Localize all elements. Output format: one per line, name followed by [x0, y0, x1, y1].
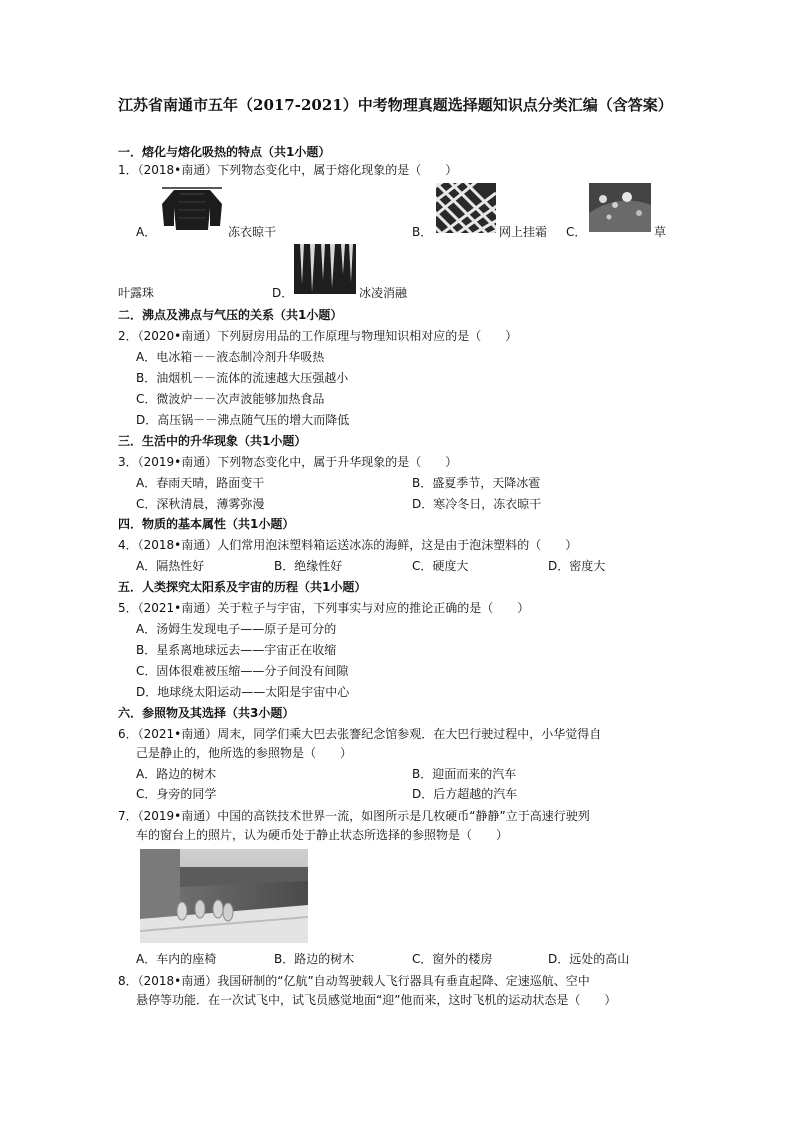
section-heading-4: 四．物质的基本属性（共1小题） — [118, 517, 295, 531]
page-title: 江苏省南通市五年（2017-2021）中考物理真题选择题知识点分类汇编（含答案） — [118, 96, 673, 114]
q6-option-c: C．身旁的同学 — [136, 787, 217, 801]
q6-option-a: A．路边的树木 — [136, 767, 217, 781]
q1-option-a-text: 冻衣晾干 — [228, 225, 277, 239]
q1-option-b-text: 网上挂霜 — [499, 225, 548, 239]
q6-option-d: D．后方超越的汽车 — [412, 787, 518, 801]
question-3: 3．（2019•南通）下列物态变化中，属于升华现象的是（ ） — [118, 455, 458, 469]
q4-option-b: B．绝缘性好 — [274, 559, 343, 573]
q1-dew-leaf-image — [589, 183, 651, 232]
q4-option-d: D．密度大 — [548, 559, 606, 573]
q6-option-b: B．迎面而来的汽车 — [412, 767, 517, 781]
q3-option-a: A．春雨天晴，路面变干 — [136, 476, 265, 490]
question-4: 4．（2018•南通）人们常用泡沫塑料箱运送冰冻的海鲜，这是由于泡沫塑料的（ ） — [118, 538, 578, 552]
q1-frost-net-image — [436, 183, 496, 233]
q3-option-d: D．寒冷冬日，冻衣晾干 — [412, 497, 542, 511]
q7-option-a: A．车内的座椅 — [136, 952, 217, 966]
section-heading-6: 六．参照物及其选择（共3小题） — [118, 706, 295, 720]
q1-option-c-text-part1: 草 — [654, 225, 667, 239]
question-5: 5．（2021•南通）关于粒子与宇宙，下列事实与对应的推论正确的是（ ） — [118, 601, 530, 615]
q2-option-a: A．电冰箱－－液态制冷剂升华吸热 — [136, 350, 325, 364]
q1-option-c-letter: C． — [566, 225, 587, 239]
q7-coins-train-window-photo — [140, 849, 308, 943]
q1-icicle-image — [294, 244, 356, 294]
question-6-line-2: 己是静止的，他所选的参照物是（ ） — [136, 746, 353, 760]
q5-option-c: C．固体很难被压缩——分子间没有间隙 — [136, 664, 349, 678]
q5-option-b: B．星系离地球远去——宇宙正在收缩 — [136, 643, 337, 657]
q1-option-d-text: 冰凌消融 — [359, 286, 408, 300]
q3-option-c: C．深秋清晨，薄雾弥漫 — [136, 497, 265, 511]
q5-option-a: A．汤姆生发现电子——原子是可分的 — [136, 622, 337, 636]
section-heading-2: 二．沸点及沸点与气压的关系（共1小题） — [118, 308, 343, 322]
q1-option-b-letter: B． — [412, 225, 433, 239]
q1-sweater-image — [160, 186, 224, 232]
q1-option-a-letter: A． — [136, 225, 157, 239]
section-heading-3: 三．生活中的升华现象（共1小题） — [118, 434, 307, 448]
question-1: 1．（2018•南通）下列物态变化中，属于熔化现象的是（ ） — [118, 163, 458, 177]
question-8-line-1: 8．（2018•南通）我国研制的“亿航”自动驾驶载人飞行器具有垂直起降、定速巡航、空中 — [118, 974, 590, 988]
q7-option-c: C．窗外的楼房 — [412, 952, 493, 966]
section-heading-5: 五．人类探究太阳系及宇宙的历程（共1小题） — [118, 580, 367, 594]
q7-option-d: D．远处的高山 — [548, 952, 630, 966]
q2-option-b: B．油烟机－－流体的流速越大压强越小 — [136, 371, 349, 385]
question-2: 2．（2020•南通）下列厨房用品的工作原理与物理知识相对应的是（ ） — [118, 329, 518, 343]
section-heading-1: 一．熔化与熔化吸热的特点（共1小题） — [118, 145, 331, 159]
q4-option-c: C．硬度大 — [412, 559, 469, 573]
q5-option-d: D．地球绕太阳运动——太阳是宇宙中心 — [136, 685, 350, 699]
q2-option-d: D．高压锅－－沸点随气压的增大而降低 — [136, 413, 350, 427]
q4-option-a: A．隔热性好 — [136, 559, 205, 573]
question-7-line-1: 7．（2019•南通）中国的高铁技术世界一流，如图所示是几枚硬币“静静”立于高速行驶列 — [118, 809, 590, 823]
q2-option-c: C．微波炉－－次声波能够加热食品 — [136, 392, 325, 406]
question-6-line-1: 6．（2021•南通）周末，同学们乘大巴去张謇纪念馆参观．在大巴行驶过程中，小华觉得自 — [118, 727, 602, 741]
q7-option-b: B．路边的树木 — [274, 952, 355, 966]
q3-option-b: B．盛夏季节，天降冰雹 — [412, 476, 541, 490]
question-8-line-2: 悬停等功能．在一次试飞中，试飞员感觉地面“迎”他而来，这时飞机的运动状态是（ ） — [136, 993, 617, 1007]
q1-option-d-letter: D． — [272, 286, 294, 300]
q1-option-c-text-part2: 叶露珠 — [118, 286, 155, 300]
question-7-line-2: 车的窗台上的照片，认为硬币处于静止状态所选择的参照物是（ ） — [136, 828, 509, 842]
